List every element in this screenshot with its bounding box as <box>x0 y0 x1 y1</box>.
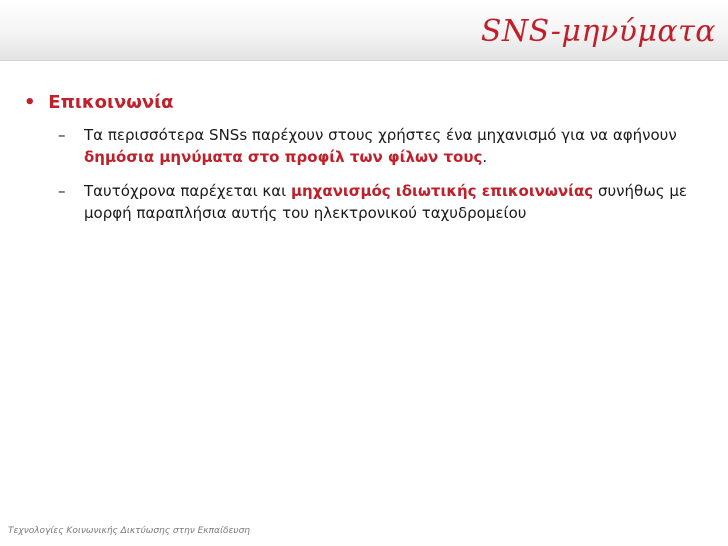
main-bullet <box>24 92 174 113</box>
sub-bullet-1 <box>58 124 698 168</box>
sub-bullet-text-before: Ταυτόχρονα παρέχεται και <box>84 182 291 200</box>
sub-bullet-marker: – <box>58 126 66 144</box>
sub-bullet-text <box>84 180 698 224</box>
sub-bullet-text-before: Τα περισσότερα SNSs παρέχουν στους χρήστες ένα μηχανισμό για να αφήνουν <box>84 126 677 144</box>
sub-bullet-text-after: . <box>482 148 488 166</box>
sub-bullet-highlight: δημόσια μηνύματα στο προφίλ των φίλων τους <box>84 148 483 166</box>
sub-bullet-text-after: συνήθως με μορφή παραπλήσια αυτής του ηλεκτρονικού ταχυδρομείου <box>84 182 687 222</box>
sub-bullet-2 <box>58 180 698 224</box>
slide-footer: Τεχνολογίες Κοινωνικής Δικτύωσης στην Εκπαίδευση <box>8 526 250 536</box>
sub-bullet-marker: – <box>58 182 66 200</box>
sub-bullet-highlight: μηχανισμός ιδιωτικής επικοινωνίας <box>291 182 594 200</box>
bullet-heading: Επικοινωνία <box>48 92 174 113</box>
bullet-marker: • <box>24 92 36 113</box>
sub-bullet-text <box>84 124 698 168</box>
header-band <box>0 0 728 61</box>
slide-title: SNS-μηνύματα <box>480 14 716 49</box>
